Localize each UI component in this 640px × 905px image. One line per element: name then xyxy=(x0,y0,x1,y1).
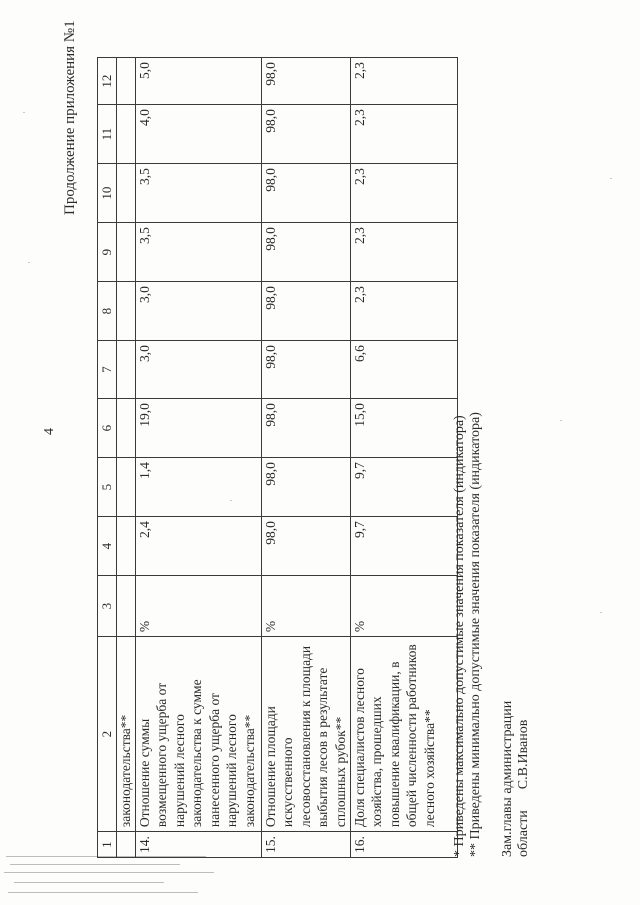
value-cell: 2,4 xyxy=(135,517,261,576)
value-cell: 98,0 xyxy=(261,58,350,105)
value-cell: 3,0 xyxy=(135,341,261,399)
carry-over-row xyxy=(117,58,136,858)
value-cell: 9,7 xyxy=(350,458,457,517)
value-cell: 1,4 xyxy=(135,458,261,517)
value-cell: 2,3 xyxy=(350,105,457,164)
value-cell: 3,5 xyxy=(135,164,261,223)
indicator-name: Отношение суммы возмещенного ущерба от нарушений лесного законодательства к сумме нанесенного ущерба от нарушений лесного законодательства** xyxy=(135,637,261,832)
footnote-min: ** Приведены минимально допустимые значения показателя (индикатора) xyxy=(468,412,483,857)
value-cell: 98,0 xyxy=(261,341,350,399)
header-cell: 10 xyxy=(98,164,117,223)
value-cell: 2,3 xyxy=(350,223,457,282)
table-row xyxy=(350,58,457,858)
row-number: 16. xyxy=(350,832,457,858)
header-cell: 6 xyxy=(98,399,117,458)
footnotes xyxy=(452,377,484,857)
unit-cell: % xyxy=(261,576,350,637)
indicator-name: Доля специалистов лесного хозяйства, прошедших повышение квалификации, в общей численности работников лесного хозяйства** xyxy=(350,637,457,832)
value-cell: 98,0 xyxy=(261,164,350,223)
value-cell: 98,0 xyxy=(261,282,350,341)
footnote-max: * Приведены максимально допустимые значения показателя (индикатора) xyxy=(452,415,467,857)
carry-over-text: законодательства** xyxy=(117,637,136,832)
indicator-table xyxy=(97,57,458,858)
header-cell: 9 xyxy=(98,223,117,282)
row-number: 15. xyxy=(261,832,350,858)
signature-position: Зам.главы администрации xyxy=(500,700,515,857)
header-cell: 5 xyxy=(98,458,117,517)
unit-cell: % xyxy=(350,576,457,637)
value-cell: 9,7 xyxy=(350,517,457,576)
header-cell: 2 xyxy=(98,637,117,832)
value-cell: 98,0 xyxy=(261,517,350,576)
header-cell: 1 xyxy=(98,832,117,858)
value-cell: 19,0 xyxy=(135,399,261,458)
unit-cell: % xyxy=(135,576,261,637)
value-cell: 98,0 xyxy=(261,223,350,282)
signature-position-line2: области xyxy=(516,810,531,857)
header-cell: 3 xyxy=(98,576,117,637)
value-cell: 2,3 xyxy=(350,164,457,223)
table-row xyxy=(261,58,350,858)
signature-name: С.В.Иванов xyxy=(516,719,531,790)
row-number: 14. xyxy=(135,832,261,858)
value-cell: 3,0 xyxy=(135,282,261,341)
value-cell: 6,6 xyxy=(350,341,457,399)
value-cell: 15,0 xyxy=(350,399,457,458)
value-cell: 5,0 xyxy=(135,58,261,105)
value-cell: 3,5 xyxy=(135,223,261,282)
table-row xyxy=(135,58,261,858)
value-cell: 4,0 xyxy=(135,105,261,164)
header-cell: 4 xyxy=(98,517,117,576)
value-cell: 98,0 xyxy=(261,399,350,458)
header-cell: 8 xyxy=(98,282,117,341)
page-number: 4 xyxy=(42,428,57,435)
value-cell: 98,0 xyxy=(261,458,350,517)
indicator-name: Отношение площади искусственного лесовосстановления к площади выбытия лесов в результате сплошных рубок** xyxy=(261,637,350,832)
signature-block xyxy=(500,557,532,857)
header-cell: 12 xyxy=(98,58,117,105)
header-cell: 11 xyxy=(98,105,117,164)
value-cell: 2,3 xyxy=(350,58,457,105)
appendix-label: Продолжение приложения №1 xyxy=(62,20,78,215)
value-cell: 98,0 xyxy=(261,105,350,164)
header-cell: 7 xyxy=(98,341,117,399)
header-row xyxy=(98,58,117,858)
value-cell: 2,3 xyxy=(350,282,457,341)
